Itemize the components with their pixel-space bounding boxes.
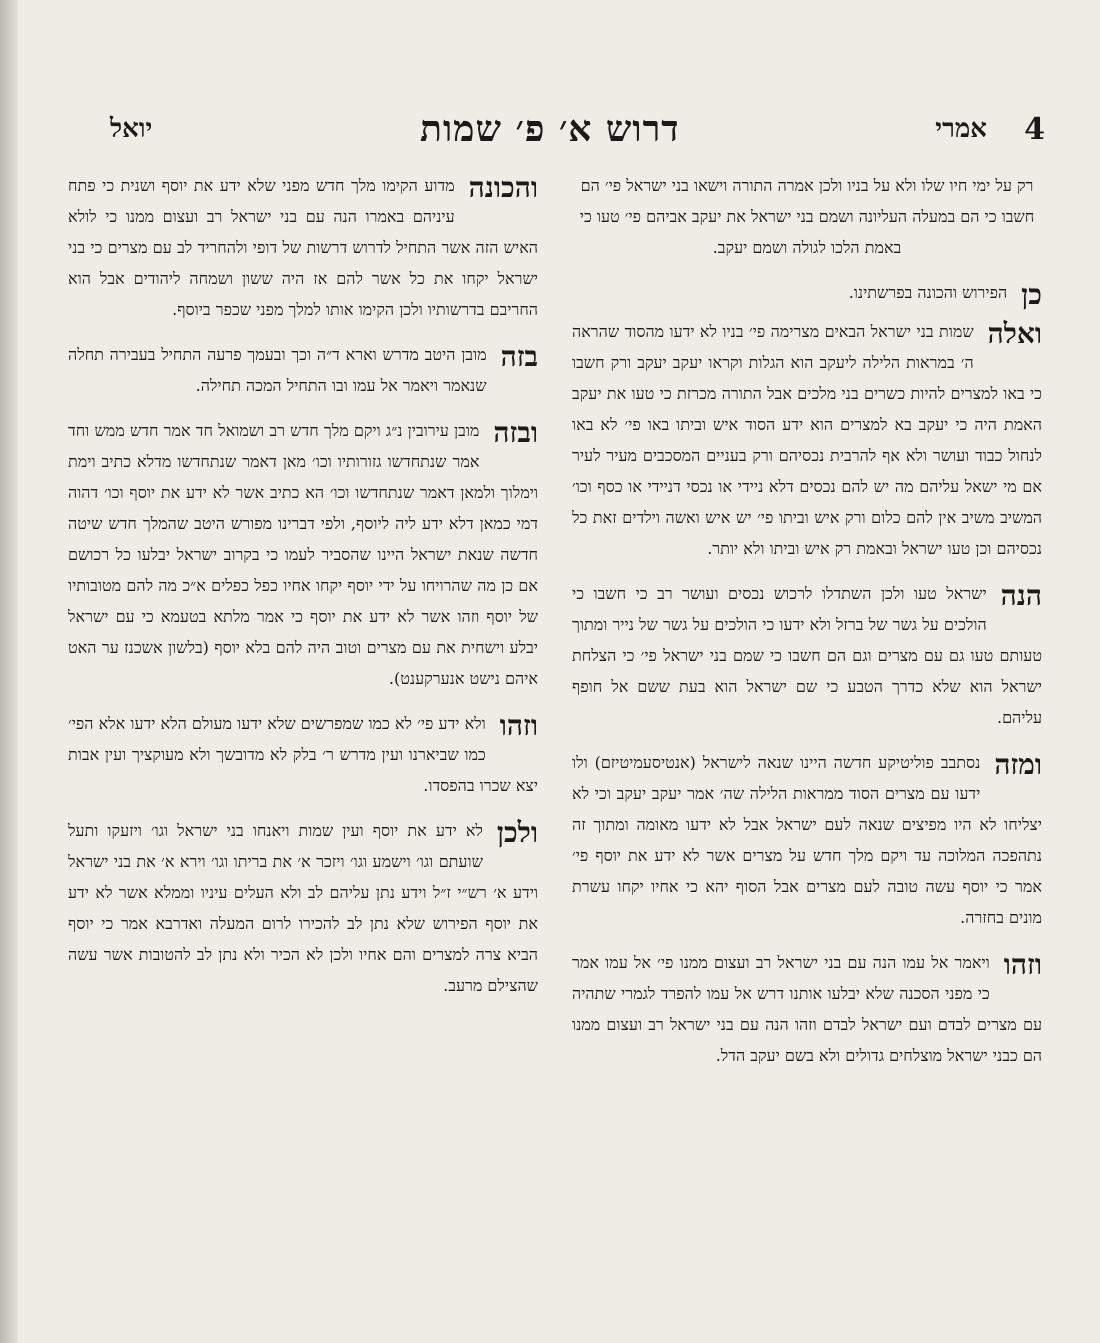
page-title: דרוש א׳ פ׳ שמות — [420, 108, 680, 150]
paragraph-text: הפירוש והכונה בפרשתינו. — [848, 283, 1008, 302]
paragraph — [68, 170, 538, 325]
paragraph-text: לא ידע את יוסף ועין שמות ויאנחו בני ישראל וגו׳ ויזעקו ותעל שועתם וגו׳ וישמע וגו׳ ויזכר א׳ את בריתו וגו׳ וירא א׳ את בני ישראל וידע א׳ רש״י ז״ל וידע נתן עליהם לב ולא העלים עיניו וממלא אשר לא ידע את יוסף הפירוש שלא נתן לב להכירו לרום המעלה ואדרבא אמר כי יוסף הביא צרה למצרים והם אחיו ולכן לא הכיר ולא נתן לב להטובות אשר עשה שהצילם מרעב. — [68, 821, 539, 995]
paragraph-lead-word: ולכן — [496, 816, 538, 849]
paragraph — [68, 815, 538, 1001]
page-number: 4 — [1024, 112, 1045, 147]
running-head-left: יואל — [110, 114, 153, 144]
paragraph-lead-word: ובזה — [493, 416, 538, 449]
page-gutter-shadow — [0, 0, 18, 1343]
page-header — [110, 108, 1045, 158]
paragraph-text: מובן היטב מדרש וארא ד״ה וכך ובעמך פרעה התחיל בעבירה תחלה שנאמר ויאמר אל עמו ובו התחיל המכה תחילה. — [68, 345, 487, 395]
paragraph-text: רק על ימי חיו שלו ולא על בניו ולכן אמרה התורה וישאו בני ישראל פי׳ הם חשבו כי הם במעלה העליונה ושמם בני ישראל את יעקב אביהם פי׳ טעו כי באמת הלכו לגולה ושמם יעקב. — [579, 176, 1035, 257]
paragraph-lead-word: ואלה — [987, 317, 1042, 350]
paragraph-lead-word: הנה — [1000, 579, 1042, 612]
paragraph — [572, 747, 1042, 933]
paragraph — [572, 578, 1042, 733]
paragraph-text: מובן עירובין נ״ג ויקם מלך חדש רב ושמואל חד אמר חדש ממש וחד אמר שנתחדשו גזורותיו וכו׳ מאן דאמר שנתחדשו מדלא כתיב וימת וימלוך ולמאן דאמר שנתחדשו וכו׳ הא כתיב אשר לא ידע את יוסף וכו׳ דהוה דמי כמאן דלא ידע ליה ליוסף, ולפי דברינו מפורש היטב שהמלך חדש שיטה חדשה שנאת ישראל היינו שהסביר לעמו כי בקרוב ישראל יבלעו כל רכושם אם כן מה שהרויחו על ידי יוסף יקחו אחיו כפל כפלים א״כ מה להם מטובותיו של יוסף וזהו אשר לא ידע את יוסף כי אמר מלתא בטעמא כי עם ישראל יבלע וישחית את עם מצרים וטוב היה להם בלא יוסף (בלשון אשכנז ער האט איהם נישט אנערקענט). — [68, 421, 539, 688]
paragraph-lead-word: בזה — [500, 340, 538, 373]
paragraph — [68, 708, 538, 801]
paragraph — [572, 316, 1042, 564]
paragraph-text: ולא ידע פי׳ לא כמו שמפרשים שלא ידעו מעולם הלא ידעו אלא הפי׳ כמו שביארנו ועין מדרש ר׳ בלק לא מדובשך ולא מעוקציך ועין אבות יצא שכרו בהפסדו. — [68, 714, 538, 795]
paragraph — [68, 415, 538, 694]
paragraph-text: ויאמר אל עמו הנה עם בני ישראל רב ועצום ממנו פי׳ אל עמו אמר כי מפני הסכנה שלא יבלעו אותנו דרש אל עמו להפרד לגמרי שתהיה עם מצרים לבדם ועם ישראל לבדם וזהו הנה עם בני ישראל רב ועצום ממנו הם כבני ישראל מוצלחים גדולים ולא בשם יעקב הדל. — [572, 953, 1042, 1065]
paragraph — [572, 170, 1042, 263]
paragraph — [572, 277, 1042, 311]
paragraph-lead-word: כן — [1021, 278, 1042, 311]
paragraph-lead-word: ומזה — [994, 748, 1042, 781]
paragraph — [68, 339, 538, 401]
running-head-right: אמרי — [935, 114, 987, 144]
paragraph-text: מדוע הקימו מלך חדש מפני שלא ידע את יוסף ושנית כי פתח עיניהם באמרו הנה עם בני ישראל רב ועצום ממנו כי לולא האיש הזה אשר התחיל לדרוש דרשות של דופי ולהחריד לב עם מצרים כי בני ישראל יקחו את כל אשר להם אז היה ששון ושמחה ליהודים אבל הוא החריבם בדרשותיו ולכן הקימו אותו למלך מפני שכפר ביוסף. — [68, 176, 538, 319]
paragraph-text: שמות בני ישראל הבאים מצרימה פי׳ בניו לא ידעו מהסוד שהראה ה׳ במראות הלילה ליעקב הוא הגלות וקראו יעקב יעקב ורק חשבו כי באו למצרים להיות כשרים בני מלכים אבל התורה מכרזת כי טעו את יעקב האמת היה כי יעקב בא למצרים הוא ידע הסוד איש וביתו באו פי׳ לא באו לנחול כבוד ועושר ולא אף להרבית נכסיהם ורק בעניים המסכבים מעיר לעיר אם מי ישאל עליהם מה יש להם נכסים דלא ניידי או נכסי דניידי או כסף וכו׳ המשיב משיב אין להם כלום ורק איש וביתו פי׳ יש איש ואשה וילדים זאת כל נכסיהם וכן טעו ישראל ובאמת רק איש וביתו ולא יותר. — [572, 322, 1043, 558]
paragraph-lead-word: וזהו — [499, 709, 538, 742]
left-column — [68, 170, 538, 1015]
paragraph-text: ישראל טעו ולכן השתדלו לרכוש נכסים ועושר רב כי חשבו כי הולכים על גשר של ברזל ולא ידעו כי הולכים על גשר של נייר ומתוך טעותם טעו גם עם מצרים וגם הם חשבו כי שמם בני ישראל פי׳ כי הצלחת ישראל הוא שלא כדרך הטבע כי שם ישראל הוא בעת ששם אל חופף עליהם. — [572, 584, 1042, 727]
paragraph-lead-word: וזהו — [1003, 948, 1042, 981]
paragraph-text: נסתבב פוליטיקע חדשה היינו שנאה לישראל (אנטיסעמיטיזם) ולו ידעו עם מצרים הסוד ממראות הלילה שה׳ אמר יעקב יעקב וכי לא יצליחו לא היו מפיצים שנאה לעם ישראל אבל לא ידעו מאומה ומתוך זה נתהפכה המלוכה עד ויקם מלך חדש על מצרים אשר לא ידע את יוסף פי׳ אמר כי יוסף עשה טובה לעם מצרים אבל הסוף יהא כי אחיו יקחו עשרת מונים בחזרה. — [572, 753, 1043, 927]
paragraph — [572, 947, 1042, 1071]
paragraph-lead-word: והכונה — [468, 171, 538, 204]
right-column — [572, 170, 1042, 1085]
